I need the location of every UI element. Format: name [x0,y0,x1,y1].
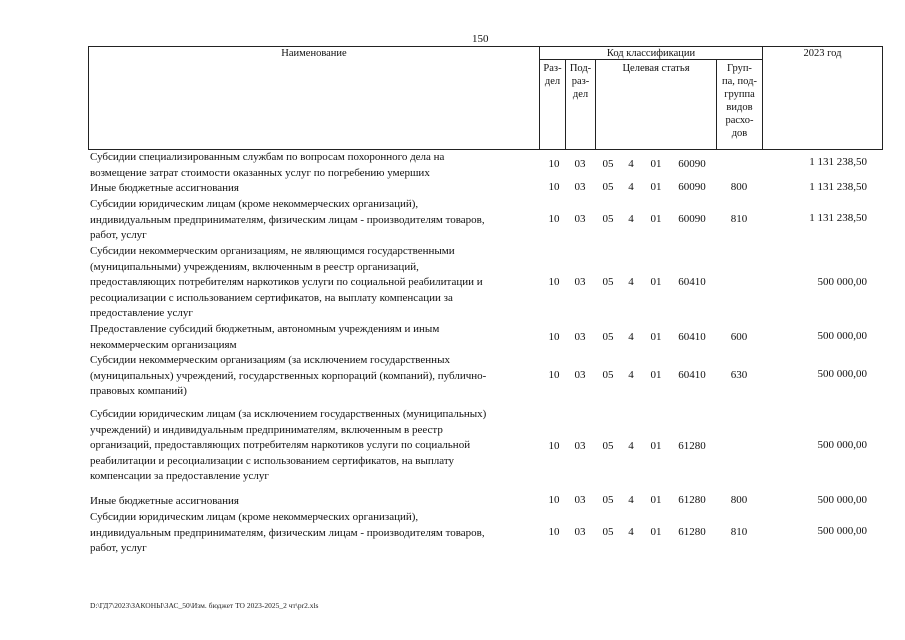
row-target-1: 05 [602,369,614,381]
row-target-3: 01 [650,440,662,452]
row-razdel: 10 [548,213,560,225]
table-row [0,353,905,407]
row-group: 630 [730,369,748,381]
row-target-1: 05 [602,181,614,193]
header-year-label: 2023 год [803,48,842,59]
row-group: 810 [730,526,748,538]
row-target-4: 60410 [678,331,706,343]
row-amount: 500 000,00 [817,525,867,537]
row-razdel: 10 [548,276,560,288]
row-group: 800 [730,494,748,506]
table-row [0,244,905,322]
row-target-1: 05 [602,526,614,538]
row-name: Субсидии специализированным службам по вопросам похоронного дела на возмещение затрат стоимости оказанных услуг по погребению умерших [90,151,445,179]
page-number: 150 [472,33,489,45]
row-amount: 500 000,00 [817,439,867,451]
row-amount: 1 131 238,50 [809,212,867,224]
header-podrazdel-label: Под- раз- дел [569,63,592,100]
row-target-4: 60410 [678,276,706,288]
row-podrazdel: 03 [574,369,586,381]
row-target-2: 4 [628,181,634,193]
row-name: Субсидии юридическим лицам (за исключением государственных (муниципальных) учреждений) и индивидуальным предпринимателям, включенным в реестр организаций, предоставляющих потребителям наркотиков услуги по социальной реабилитации и ресоциализации с использованием сертификатов, на выплату компенсации за предоставление услуг [90,408,487,482]
row-podrazdel: 03 [574,276,586,288]
table-row [0,510,905,557]
row-amount: 1 131 238,50 [809,156,867,168]
header-group-label: Груп- па, под- группа видов расхо- дов [722,63,757,139]
row-podrazdel: 03 [574,331,586,343]
row-target-3: 01 [650,331,662,343]
row-target-2: 4 [628,213,634,225]
row-target-1: 05 [602,331,614,343]
row-target-1: 05 [602,494,614,506]
row-target-1: 05 [602,440,614,452]
row-group: 800 [730,181,748,193]
row-target-2: 4 [628,158,634,170]
table-row [0,197,905,244]
row-target-1: 05 [602,213,614,225]
row-target-4: 61280 [678,440,706,452]
header-razdel-label: Раз- дел [543,63,562,87]
row-name: Иные бюджетные ассигнования [90,495,239,507]
row-target-4: 60090 [678,158,706,170]
table-row [0,494,905,510]
table-row [0,181,905,197]
header-name-cell [88,46,540,150]
row-target-4: 60090 [678,213,706,225]
row-amount: 1 131 238,50 [809,181,867,193]
row-razdel: 10 [548,526,560,538]
row-name: Иные бюджетные ассигнования [90,182,239,194]
row-name: Субсидии некоммерческим организациям (за исключением государственных (муниципальных) учреждений, государственных корпораций (компаний), публично- правовых компаний) [90,354,487,397]
header-year-cell [762,46,883,150]
row-amount: 500 000,00 [817,494,867,506]
table-row [0,407,905,494]
row-target-2: 4 [628,494,634,506]
row-amount: 500 000,00 [817,330,867,342]
row-razdel: 10 [548,369,560,381]
row-target-4: 61280 [678,494,706,506]
row-target-3: 01 [650,181,662,193]
row-target-4: 61280 [678,526,706,538]
row-podrazdel: 03 [574,213,586,225]
row-amount: 500 000,00 [817,276,867,288]
row-razdel: 10 [548,181,560,193]
row-target-3: 01 [650,158,662,170]
row-name: Субсидии некоммерческим организациям, не являющимся государственными (муниципальными) учреждениям, включенным в реестр организаций, предоставляющих потребителям наркотиков услуги по социальной реабилитации и ресоциализации с использованием сертификатов, на выплату компенсации за предоставление услуг [90,245,483,319]
row-target-3: 01 [650,213,662,225]
header-name-label: Наименование [281,48,347,59]
row-target-2: 4 [628,276,634,288]
row-name: Предоставление субсидий бюджетным, автономным учреждениям и иным некоммерческим организациям [90,323,440,351]
row-group: 810 [730,213,748,225]
row-target-1: 05 [602,276,614,288]
header-code-label: Код классификации [606,48,696,59]
row-target-2: 4 [628,526,634,538]
row-target-2: 4 [628,440,634,452]
row-razdel: 10 [548,158,560,170]
table-row [0,322,905,353]
row-podrazdel: 03 [574,440,586,452]
row-podrazdel: 03 [574,526,586,538]
row-name: Субсидии юридическим лицам (кроме некоммерческих организаций), индивидуальным предпринимателям, физическим лицам - производителям товаров, работ, услуг [90,511,485,554]
row-amount: 500 000,00 [817,368,867,380]
row-razdel: 10 [548,494,560,506]
row-name: Субсидии юридическим лицам (кроме некоммерческих организаций), индивидуальным предпринимателям, физическим лицам - производителям товаров, работ, услуг [90,198,485,241]
row-target-1: 05 [602,158,614,170]
row-target-3: 01 [650,494,662,506]
row-group: 600 [730,331,748,343]
row-target-2: 4 [628,331,634,343]
row-target-4: 60090 [678,181,706,193]
row-podrazdel: 03 [574,181,586,193]
row-target-3: 01 [650,369,662,381]
footer-file-path: D:\ГД7\2023\ЗАКОНЫ\ЗАС_50\Изм. бюджет ТО 2023-2025_2 чт\pr2.xls [90,601,319,610]
row-podrazdel: 03 [574,158,586,170]
row-target-2: 4 [628,369,634,381]
row-target-3: 01 [650,276,662,288]
header-target-label: Целевая статья [622,63,690,74]
row-razdel: 10 [548,440,560,452]
table-row [0,150,905,181]
row-target-4: 60410 [678,369,706,381]
row-razdel: 10 [548,331,560,343]
row-podrazdel: 03 [574,494,586,506]
row-target-3: 01 [650,526,662,538]
